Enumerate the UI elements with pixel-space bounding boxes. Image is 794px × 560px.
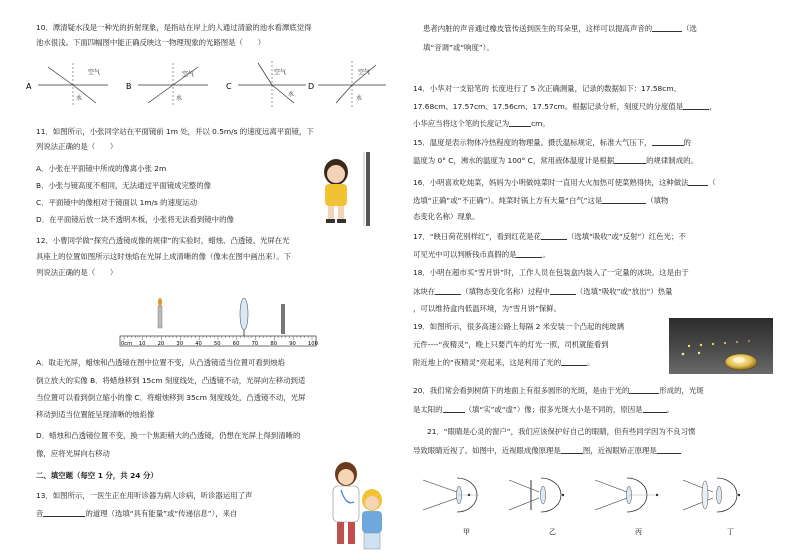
q10-option-c (226, 61, 306, 107)
ruler-label: 60 (232, 341, 240, 347)
q21-blank-2[interactable] (657, 445, 681, 454)
q21-eye-diagrams (413, 470, 773, 544)
q10-option-a-water: 水 (76, 95, 83, 102)
eye-diagram-yi (509, 478, 564, 536)
q15-blank-1[interactable] (652, 137, 684, 146)
q10-option-b (126, 63, 208, 107)
q12-option-d-line2: 像，应将光屏向右移动 (36, 449, 110, 458)
q15-text-c: 温度为 0° C，沸水的温度为 100° C，常用液体温度计是根据 (413, 156, 615, 165)
q10-option-c-air: 空气 (274, 69, 287, 76)
ruler-label: 70 (251, 341, 259, 347)
q10-option-a-letter: A (26, 82, 32, 91)
q15-blank-2[interactable] (614, 155, 646, 164)
q12-line3: 列说法正确的是（ ） (36, 268, 118, 277)
q11-option-c: C．平面镜中的像相对于镜面以 1m/s 的速度运动 (36, 198, 198, 207)
light-screen-icon (281, 304, 285, 334)
q12-option-a-line3: 当位置可以看到倒立缩小的像 C．将蜡烛移到 35cm 刻度线处，凸透镜不动，光屏 (36, 393, 306, 402)
q10-option-c-water: 水 (288, 91, 295, 98)
q14-blank-1[interactable] (683, 101, 709, 110)
q10-option-d-air: 空气 (358, 69, 371, 76)
q10-option-d-letter: D (308, 82, 315, 91)
q18-blank-1[interactable] (435, 286, 461, 295)
q19-road-photo (669, 318, 773, 374)
q16-text-b: （ (708, 178, 716, 187)
ruler-label: 100 (308, 341, 318, 347)
q11-option-a: A．小张在平面镜中所成的像离小张 2m (36, 164, 167, 173)
q18-line1: 18．小明在超市买“雪月饼”时，工作人员在包装盒内装入了一定量的冰块。这是由于 (413, 268, 689, 277)
q20-text-c: 是太阳的 (413, 405, 443, 414)
q16-blank-2[interactable] (602, 195, 646, 204)
q13-blank-1[interactable] (43, 508, 85, 517)
q10-line1: 10．潭清疑水浅是一种光的折射现象，是指站在岸上的人通过清澈的池水看潭底觉得 (36, 23, 312, 32)
q18-text-c: （选填“吸收”或“放出”）热量 (575, 287, 673, 296)
eye-diagram-bing (595, 478, 659, 536)
q13-doctor-figure (326, 458, 388, 558)
q14-text-c: 小华应当将这个笔的长度记为 (413, 119, 510, 128)
q21-blank-1[interactable] (561, 445, 583, 454)
q20-text-b: 形成的，光斑 (659, 386, 704, 395)
q19-text-a: 附近地上的“夜精灵”亮起来，这是利用了光的 (413, 358, 562, 367)
q14-text-d: cm。 (531, 119, 550, 128)
q13-line1: 13．如图所示，一医生正在用听诊器为病人诊病，听诊器运用了声 (36, 491, 253, 500)
ruler-label: 10 (138, 341, 146, 347)
q11-line1: 11．如图所示，小张同学站在平面镜前 1m 处，并以 0.5m/s 的速度远离平面镜，下 (36, 127, 314, 136)
q13-cont-text-b: （选 (682, 24, 697, 33)
q11-option-d: D．在平面镜后放一块不透明木板，小张将无法看到镜中的像 (36, 215, 234, 224)
q16-line2 (413, 195, 668, 205)
q11-option-b: B．小张与镜高度不相同，无法通过平面镜成完整的像 (36, 181, 212, 190)
q10-option-d-water: 水 (356, 95, 363, 102)
q13-blank-2[interactable] (652, 23, 682, 32)
section-2-heading: 二、填空题（每空 1 分，共 24 分） (36, 471, 158, 480)
q18-text-a: 冰块在 (413, 287, 436, 296)
q11-girl-mirror-figure (314, 150, 384, 228)
q15-line2 (413, 155, 698, 165)
eye-label-bing: 丙 (635, 528, 642, 536)
q14-blank-2[interactable] (509, 118, 531, 127)
q10-option-a (26, 63, 108, 107)
q13-text-a: 音 (36, 509, 44, 518)
q16-text-d: （填物 (646, 196, 669, 205)
girl-icon (324, 159, 348, 223)
q17-text-a: 17．“映日荷花别样红”，看到红花是花 (413, 232, 541, 241)
q10-option-b-air: 空气 (182, 71, 195, 78)
q17-text-c: 可见光中可以判断钱币真假的是 (413, 250, 517, 259)
q19-line1: 19．如图所示，很多高速公路上每隔 2 米安装一个凸起的纯玻璃 (413, 322, 624, 331)
q12-option-a-line4: 移动到适当位置能呈现清晰的烛焰像 (36, 410, 155, 419)
q20-blank-3[interactable] (643, 404, 667, 413)
q17-line2 (413, 249, 550, 259)
q21-text-b: 图，近视眼矫正原理是 (582, 446, 657, 455)
q18-blank-2[interactable] (550, 286, 576, 295)
q20-blank-2[interactable] (443, 404, 465, 413)
q20-blank-1[interactable] (629, 385, 659, 394)
q14-text-b: ， (709, 102, 717, 111)
q13-cont-line2: 填“音调”或“响度”）。 (423, 43, 494, 52)
patient-icon (362, 489, 382, 549)
ruler-label: 40 (195, 341, 202, 347)
q17-line1 (413, 231, 686, 241)
q11-line2: 列说法正确的是（ ） (36, 142, 118, 151)
eye-label-jia: 甲 (463, 528, 470, 536)
eye-label-yi: 乙 (549, 528, 556, 536)
q12-optical-bench (118, 290, 318, 350)
q19-blank-1[interactable] (561, 357, 587, 366)
eye-label-ding: 丁 (727, 528, 734, 536)
q17-blank-1[interactable] (541, 231, 567, 240)
q14-line2 (413, 101, 717, 111)
q18-text-b: （填物态变化名称）过程中 (461, 287, 550, 296)
convex-lens-icon (240, 298, 248, 336)
q16-line1 (413, 177, 716, 187)
ruler-label: 50 (214, 341, 221, 347)
q13-line2 (36, 508, 237, 518)
candle-icon (158, 298, 162, 328)
q20-text-a: 20．我们常会看到树荫下的地面上有很多圆形的光斑，是由于光的 (413, 386, 630, 395)
q13-cont-line1 (423, 23, 697, 33)
q10-option-d (308, 61, 386, 107)
q15-text-a: 15．温度是表示物体冷热程度的物理量。摄氏温标规定，标准大气压下， (413, 138, 652, 147)
q16-line3: 态变化名称）现象。 (413, 212, 480, 221)
q17-blank-2[interactable] (516, 249, 542, 258)
q16-text-c: 选填“正确”或“不正确”）。炖菜时锅上方有大量“白气”这是 (413, 196, 603, 205)
ruler-label: 90 (289, 341, 296, 347)
q15-text-d: 的规律制成的。 (646, 156, 698, 165)
q16-text-a: 16．小明喜欢吃炖菜，妈妈为小明做炖菜时一直用大火加热可使菜熟得快，这种做法 (413, 178, 689, 187)
q16-blank-1[interactable] (688, 177, 708, 186)
q17-text-b: （选填“吸收”或“反射”）红色光；不 (566, 232, 686, 241)
q14-text-a: 17.68cm、17.57cm、17.56cm、17.57cm。根据记录分析，刻度尺的分度值是 (413, 102, 684, 111)
eye-diagram-jia (423, 478, 479, 536)
q20-text-d: （填“实”或“虚”）像；很多光斑大小是不同的，原因是 (464, 405, 643, 414)
q10-option-a-air: 空气 (88, 69, 101, 76)
q20-line2 (413, 404, 674, 414)
q21-line2 (413, 445, 681, 455)
q21-text-a: 导致眼睛近视了。如图中，近视眼成像原理是 (413, 446, 561, 455)
q12-option-a-line2: 倒立放大的实像 B．将蜡烛移到 15cm 刻度线处，凸透镜不动，光屏向左移动到适 (36, 376, 306, 385)
q10-option-c-letter: C (226, 82, 232, 91)
q10-option-b-water: 水 (176, 95, 183, 102)
q10-ray-diagrams (26, 55, 388, 115)
q10-option-b-letter: B (126, 82, 132, 91)
q15-line1 (413, 137, 691, 147)
q10-line2: 池水很浅。下面四幅图中能正确反映这一物理现象的光路图是（ ） (36, 38, 266, 47)
q13-text-b: 的道理（选填“具有能量”或“传递信息”），来自 (85, 509, 238, 518)
q17-text-d: 。 (542, 250, 550, 259)
q12-option-a-line1: A．取走光屏，蜡烛和凸透镜在图中位置不变，从凸透镜适当位置可看到烛焰 (36, 358, 285, 367)
mirror-icon (366, 152, 370, 226)
q20-line1 (413, 385, 704, 395)
ruler-label: 0cm (121, 341, 133, 347)
q21-line1: 21．“眼睛是心灵的窗户”，我们应该保护好自己的眼睛，但有些同学因为不良习惯 (427, 427, 696, 436)
q12-option-d-line1: D．蜡烛和凸透镜位置不变，换一个焦距稍大的凸透镜，仍想在光屏上得到清晰的 (36, 431, 301, 440)
q14-line1: 14．小华对一支铅笔的 长度进行了 5 次正确测量，记录的数据如下：17.58cm、 (413, 84, 681, 93)
q19-line2: 元件----“夜精灵”，晚上只要汽车的灯光一照，司机就能看到 (413, 340, 609, 349)
q18-line3: ，可以维持盒内低温环境，为“雪月饼”保鲜。 (413, 304, 562, 313)
q18-line2 (413, 286, 673, 296)
ruler-label: 30 (176, 341, 184, 347)
q19-line3 (413, 357, 595, 367)
doctor-icon (333, 462, 359, 544)
night-elf-reflector-icon (725, 354, 757, 370)
q12-line1: 12．小曹同学做“探究凸透镜成像的规律”的实验时，蜡烛、凸透镜、光屏在光 (36, 236, 290, 245)
q15-text-b: 的 (683, 138, 691, 147)
ruler-label: 20 (157, 341, 165, 347)
eye-diagram-ding (683, 478, 740, 536)
q14-line3 (413, 118, 550, 128)
q20-text-e: 。 (666, 405, 674, 414)
ruler-label: 80 (270, 341, 278, 347)
q13-cont-text-a: 患者内脏的声音通过橡皮管传送到医生的耳朵里，这样可以提高声音的 (423, 24, 653, 33)
convex-lens-correction-icon (702, 481, 708, 509)
q12-line2: 具座上的位置如图所示这时烛焰在光屏上成清晰的像（像未在图中画出来）。下 (36, 252, 291, 261)
q19-text-b: 。 (587, 358, 595, 367)
